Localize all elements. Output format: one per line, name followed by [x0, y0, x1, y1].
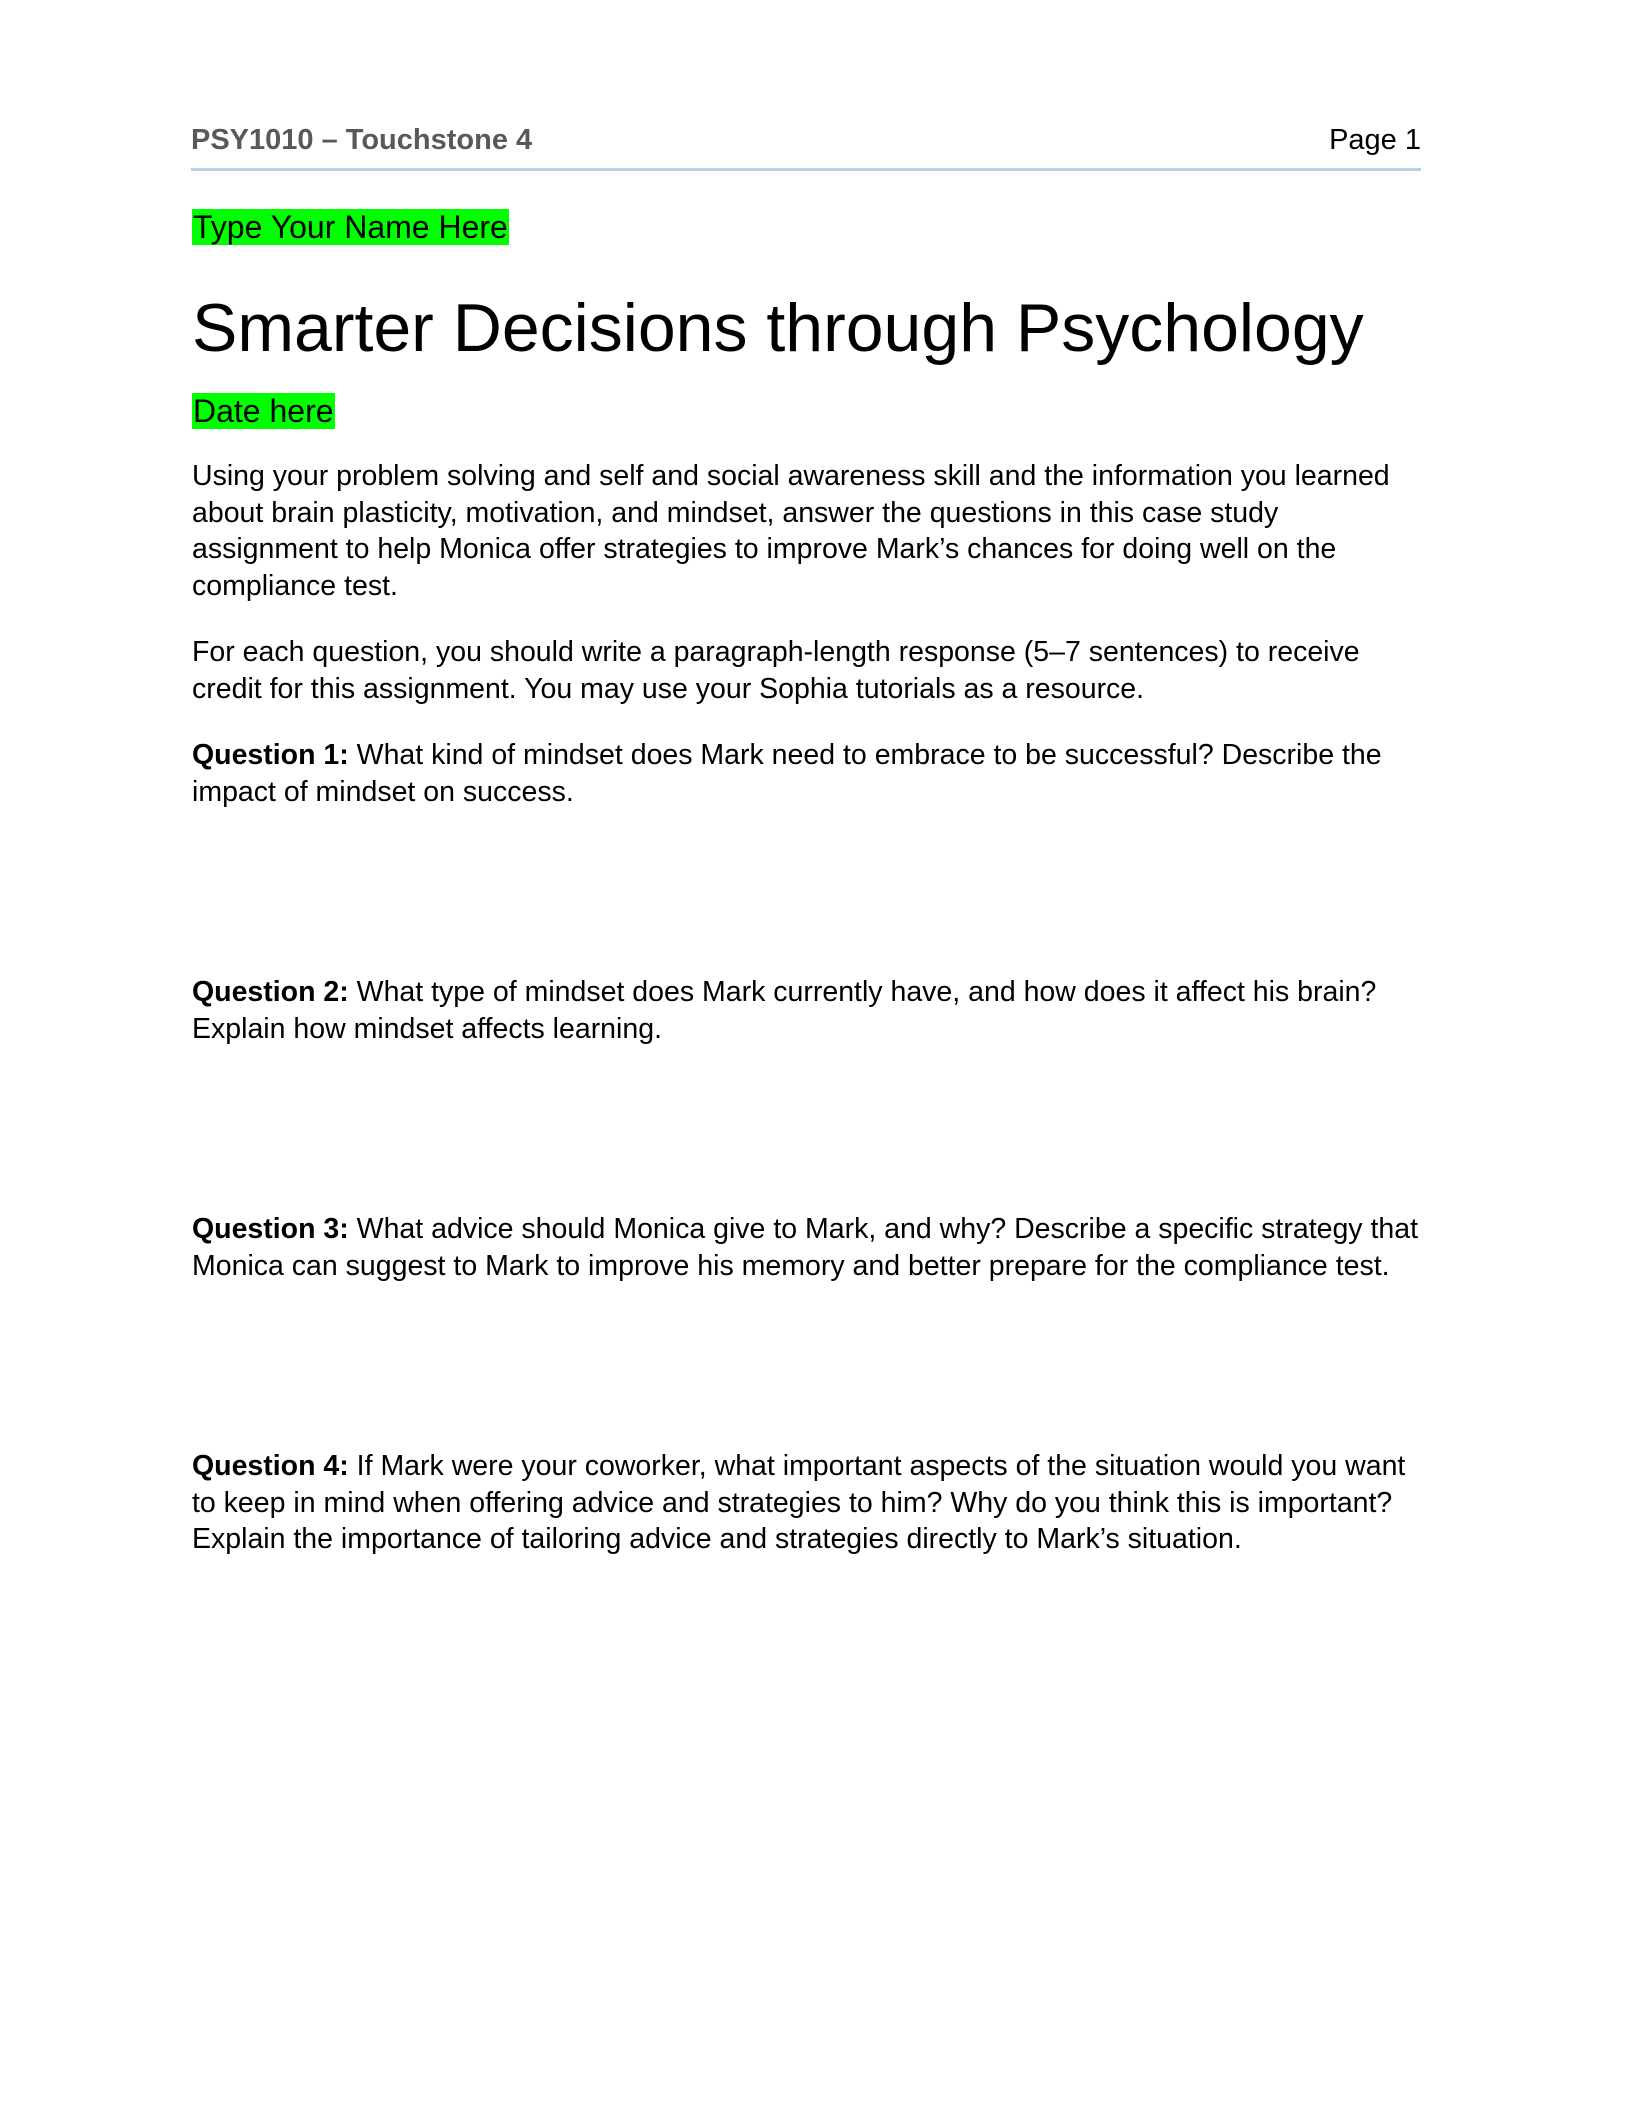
- question-4-text: If Mark were your coworker, what important aspects of the situation would you want to keep in mind when offering advice and strategies to him? Why do you think this is important? Explain the importance of tailoring advice and strategies directly to Mark’s situation.: [192, 1450, 1406, 1555]
- question-2-text: What type of mindset does Mark currently have, and how does it affect his brain? Explain how mindset affects learning.: [192, 976, 1377, 1045]
- question-1-label: Question 1:: [192, 739, 349, 771]
- question-3-label: Question 3:: [192, 1213, 349, 1245]
- course-header: PSY1010 – Touchstone 4: [191, 124, 533, 156]
- question-3: [192, 1211, 1427, 1284]
- document-title: Smarter Decisions through Psychology: [192, 290, 1364, 366]
- question-4: [192, 1448, 1427, 1558]
- question-1: [192, 737, 1427, 810]
- intro-paragraph: Using your problem solving and self and social awareness skill and the information you learned about brain plasticity, motivation, and mindset, answer the questions in this case study assignment to help Monica offer strategies to improve Mark’s chances for doing well on the compliance test.: [192, 460, 1390, 602]
- document-body: [192, 208, 1427, 1558]
- page-header: [191, 120, 1421, 171]
- question-2-label: Question 2:: [192, 976, 349, 1008]
- question-2: [192, 974, 1427, 1047]
- page-number: Page 1: [1329, 124, 1421, 156]
- question-4-label: Question 4:: [192, 1450, 349, 1482]
- date-line: [192, 392, 1427, 432]
- name-line: [192, 208, 1427, 248]
- name-placeholder[interactable]: Type Your Name Here: [193, 209, 508, 245]
- date-placeholder[interactable]: Date here: [193, 393, 334, 429]
- question-3-text: What advice should Monica give to Mark, and why? Describe a specific strategy that Monica can suggest to Mark to improve his memory and better prepare for the compliance test.: [192, 1213, 1419, 1282]
- question-1-text: What kind of mindset does Mark need to embrace to be successful? Describe the impact of mindset on success.: [192, 739, 1382, 808]
- instructions-paragraph: For each question, you should write a paragraph-length response (5–7 sentences) to receive credit for this assignment. You may use your Sophia tutorials as a resource.: [192, 636, 1360, 705]
